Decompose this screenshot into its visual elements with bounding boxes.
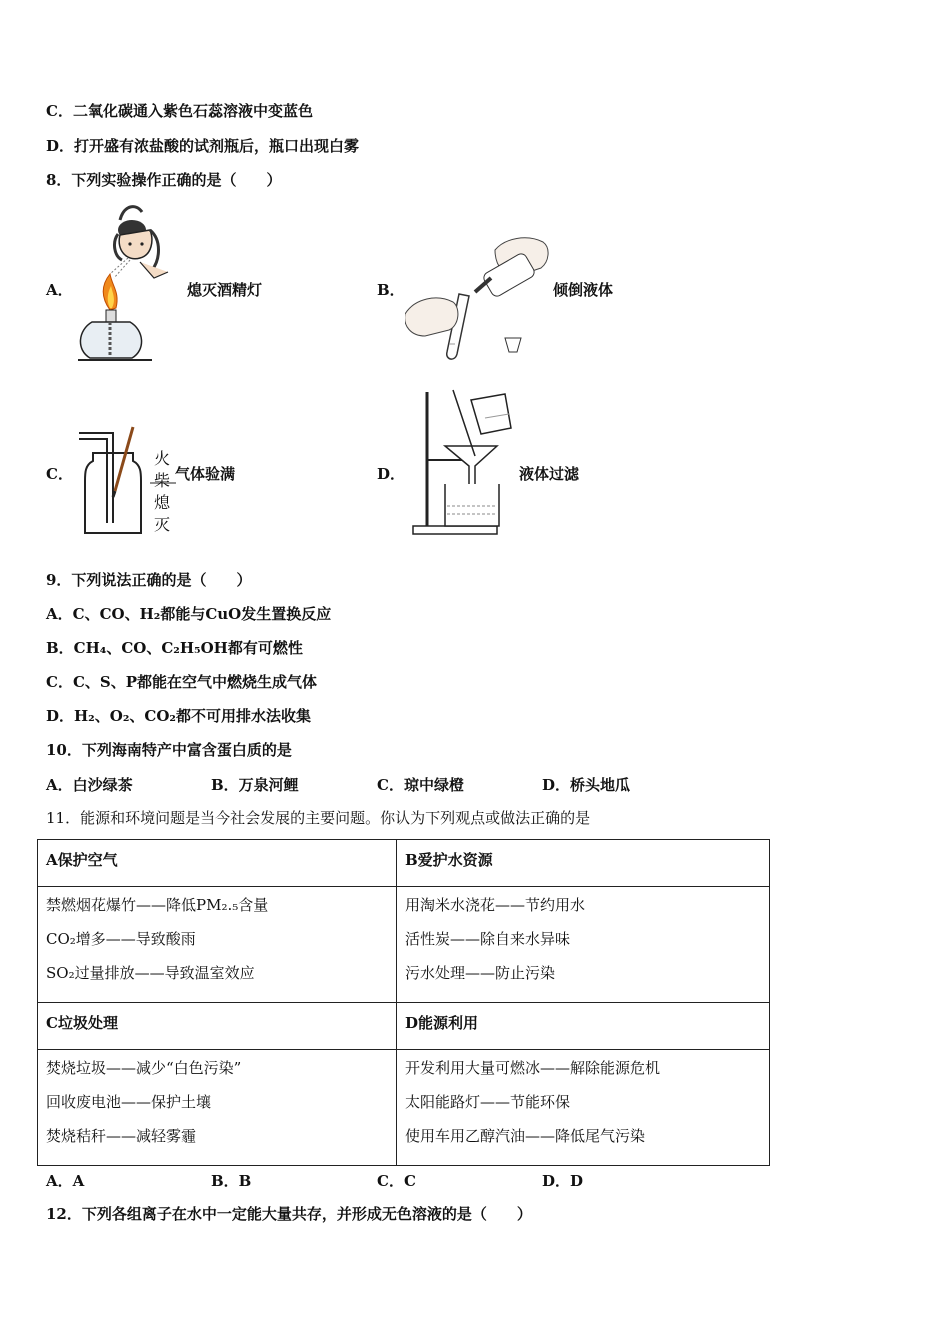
q11-choices	[46, 1170, 746, 1190]
cell-c-item: 回收废电池——保护土壤	[46, 1093, 212, 1111]
q8-option-a-label: A．	[46, 281, 73, 299]
table-cell-b-head	[397, 840, 770, 887]
cell-d-item: 太阳能路灯——节能环保	[405, 1093, 571, 1111]
q10-choice-c: C．琼中绿橙	[377, 776, 464, 794]
table-cell-d-head	[397, 1003, 770, 1050]
q11-choice-a: A．A	[46, 1172, 85, 1190]
match-char-1: 火	[154, 449, 171, 468]
q11-choice-d: D．D	[542, 1172, 584, 1190]
cell-d-item: 开发利用大量可燃冰——解除能源危机	[405, 1059, 661, 1077]
q9-option-b: B．CH₄、CO、C₂H₅OH都有可燃性	[46, 639, 303, 657]
filtration-apparatus-figure	[405, 388, 515, 538]
q11-stem: 11．能源和环境问题是当今社会发展的主要问题。你认为下列观点或做法正确的是	[46, 809, 591, 827]
q11-table	[37, 839, 770, 1166]
cell-c-head-text: C垃圾处理	[46, 1014, 118, 1032]
q12-stem: 12．下列各组离子在水中一定能大量共存，并形成无色溶液的是（ ）	[46, 1205, 532, 1223]
cell-d-item: 使用车用乙醇汽油——降低尾气污染	[405, 1127, 646, 1145]
table-cell-b-body	[397, 887, 770, 1003]
q8-option-c-caption: 气体验满	[175, 465, 236, 483]
match-char-4: 灭	[154, 515, 171, 534]
cell-b-item: 活性炭——除自来水异味	[405, 930, 571, 948]
q8-option-c-label: C．	[46, 465, 73, 483]
pouring-liquid-figure	[405, 232, 555, 362]
table-cell-a-head	[38, 840, 397, 887]
match-char-2: 柴	[154, 471, 171, 490]
q9-option-c: C．C、S、P都能在空气中燃烧生成气体	[46, 673, 317, 691]
cell-d-head-text: D能源利用	[405, 1014, 479, 1032]
cell-b-item: 用淘米水浇花——节约用水	[405, 896, 586, 914]
match-extinguished-label	[154, 448, 170, 536]
q8-stem: 8．下列实验操作正确的是（ ）	[46, 171, 282, 189]
q10-choice-a: A．白沙绿茶	[46, 776, 133, 794]
q7-option-d: D．打开盛有浓盐酸的试剂瓶后，瓶口出现白雾	[46, 137, 360, 155]
pointer-line	[150, 478, 176, 488]
table-cell-d-body	[397, 1050, 770, 1166]
q8-option-a-caption: 熄灭酒精灯	[187, 281, 263, 299]
q8-option-b-label: B．	[377, 281, 405, 299]
q8-option-d-label: D．	[377, 465, 406, 483]
cell-b-head-text: B爱护水资源	[405, 851, 493, 869]
q8-option-d-caption: 液体过滤	[519, 465, 580, 483]
q7-option-c: C．二氧化碳通入紫色石蕊溶液中变蓝色	[46, 102, 313, 120]
q11-choice-b: B．B	[211, 1172, 252, 1190]
table-cell-a-body	[38, 887, 397, 1003]
cell-a-item: SO₂过量排放——导致温室效应	[46, 964, 255, 982]
q10-stem: 10．下列海南特产中富含蛋白质的是	[46, 741, 292, 759]
q9-option-d: D．H₂、O₂、CO₂都不可用排水法收集	[46, 707, 311, 725]
table-cell-c-head	[38, 1003, 397, 1050]
q8-option-b-caption: 倾倒液体	[553, 281, 614, 299]
match-char-3: 熄	[154, 493, 171, 512]
cell-a-item: CO₂增多——导致酸雨	[46, 930, 196, 948]
cell-c-item: 焚烧垃圾——减少“白色污染”	[46, 1059, 242, 1077]
cell-c-item: 焚烧秸秆——减轻雾霾	[46, 1127, 197, 1145]
cell-a-head-text: A保护空气	[46, 851, 118, 869]
cell-a-item: 禁燃烟花爆竹——降低PM₂.₅含量	[46, 896, 269, 914]
table-cell-c-body	[38, 1050, 397, 1166]
q9-option-a: A．C、CO、H₂都能与CuO发生置换反应	[46, 605, 332, 623]
q10-choices	[46, 774, 746, 794]
q10-choice-b: B．万泉河鲤	[211, 776, 299, 794]
cell-b-item: 污水处理——防止污染	[405, 964, 556, 982]
blowing-out-lamp-figure	[72, 200, 182, 365]
q11-choice-c: C．C	[377, 1172, 416, 1190]
q10-choice-d: D．桥头地瓜	[542, 776, 631, 794]
q9-stem: 9．下列说法正确的是（ ）	[46, 571, 252, 589]
